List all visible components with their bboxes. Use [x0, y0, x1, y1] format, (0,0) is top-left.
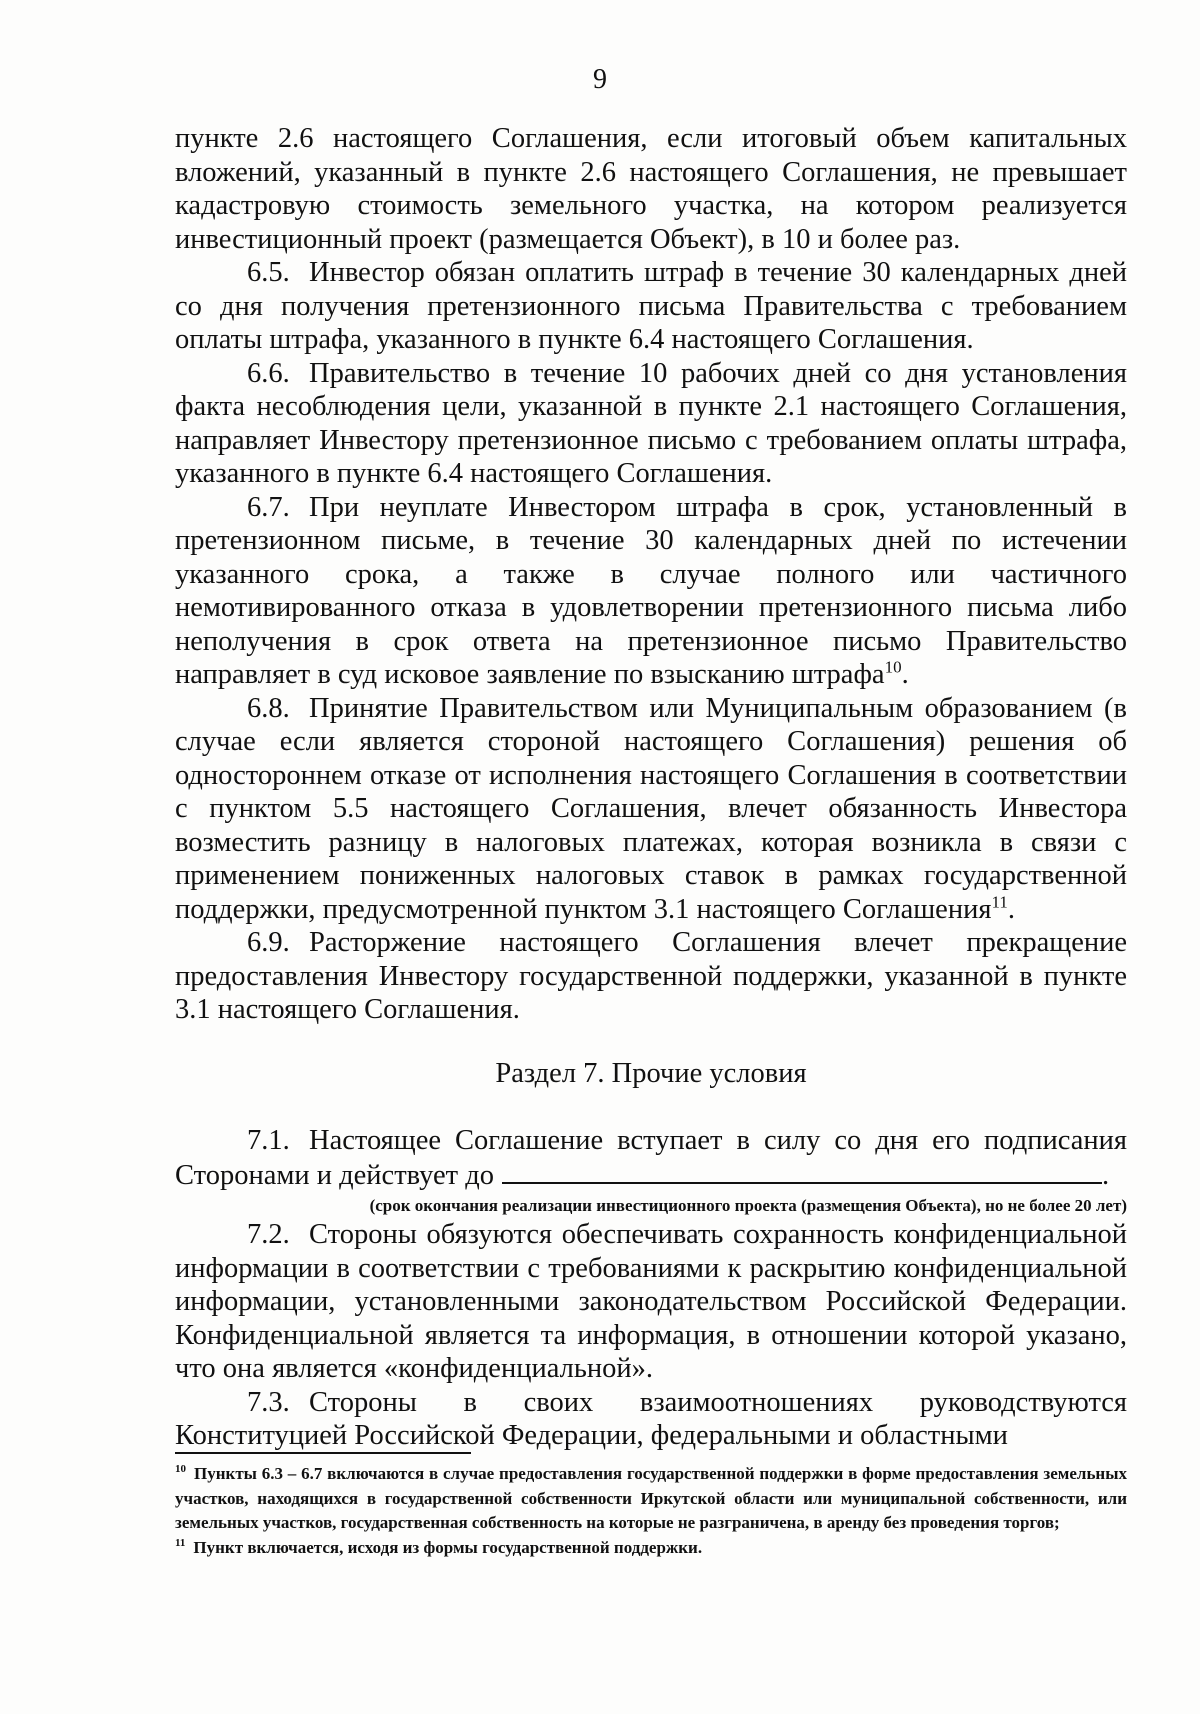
footnote-text: Пункт включается, исходя из формы государственной поддержки.: [193, 1537, 703, 1557]
paragraph-text: Настоящее Соглашение вступает в силу со дня его подписания Сторонами и действует до: [175, 1125, 1127, 1191]
paragraph-6-6: [175, 357, 1127, 491]
section-title: Раздел 7. Прочие условия: [495, 1057, 807, 1089]
paragraph-text: Принятие Правительством или Муниципальным образованием (в случае если является стороной настоящего Соглашения) решения об одностороннем отказе от исполнения настоящего Соглашения в соответствии с пунктом 5.5 настоящего Соглашения, влечет обязанность Инвестора возместить разницу в налоговых платежах, которая возникла в связи с применением пониженных налоговых ставок в рамках государственной поддержки, предусмотренной пунктом 3.1 настоящего Соглашения: [175, 692, 1127, 925]
footnote-separator: [175, 1452, 471, 1454]
footnote-mark: 11: [175, 1536, 186, 1549]
paragraph-text: пункте 2.6 настоящего Соглашения, если итоговый объем капитальных вложений, указанный в пункте 2.6 настоящего Соглашения, не превышает кадастровую стоимость земельного участка, на котором реализуется инвестиционный проект (размещается Объект), в 10 и более раз.: [175, 123, 1127, 255]
clause-number: 6.6.: [247, 357, 290, 389]
term-blank-field[interactable]: [502, 1158, 1102, 1184]
clause-number: 7.1.: [247, 1125, 290, 1156]
footnote-text: Пункты 6.3 – 6.7 включаются в случае предоставления государственной поддержки в форме предоставления земельных участков, находящихся в государственной собственности Иркутской области или муниципальной собственности, или земельных участков, государственная собственность на которые не разграничена, в аренду без проведения торгов;: [175, 1464, 1127, 1532]
blank-field-caption: (срок окончания реализации инвестиционного проекта (размещения Объекта), но не более 20 лет): [369, 1196, 1127, 1215]
paragraph-text: Инвестор обязан оплатить штраф в течение 30 календарных дней со дня получения претензионного письма Правительства с требованием оплаты штрафа, указанного в пункте 6.4 настоящего Соглашения.: [175, 257, 1127, 355]
footnote-11: [175, 1536, 1127, 1561]
paragraph-7-2: [175, 1218, 1127, 1386]
paragraph-text: Расторжение настоящего Соглашения влечет прекращение предоставления Инвестору государственной поддержки, указанной в пункте 3.1 настоящего Соглашения.: [175, 927, 1127, 1025]
paragraph-6-5: [175, 256, 1127, 357]
clause-number: 6.8.: [247, 692, 290, 724]
footnote-10: [175, 1462, 1127, 1536]
paragraph-text: Стороны обязуются обеспечивать сохранность конфиденциальной информации в соответствии с требованиями к раскрытию конфиденциальной информации, установленными законодательством Российской Федерации. Конфиденциальной является та информация, в отношении которой указано, что она является «конфиденциальной».: [175, 1219, 1127, 1384]
clause-number: 7.2.: [247, 1219, 290, 1250]
paragraph-end: .: [901, 659, 909, 690]
paragraph-end: .: [1102, 1159, 1110, 1191]
document-body: [175, 122, 1127, 1453]
paragraph-6-9: [175, 926, 1127, 1027]
paragraph-text: Стороны в своих взаимоотношениях руководствуются Конституцией Российской Федерации, федеральными и областными: [175, 1386, 1127, 1451]
footnote-ref-10[interactable]: 10: [884, 657, 902, 677]
clause-number: 6.5.: [247, 257, 290, 288]
paragraph-7-3: [175, 1386, 1127, 1453]
footnotes: [175, 1462, 1127, 1560]
paragraph-6-8: [175, 692, 1127, 927]
clause-number: 7.3.: [247, 1386, 290, 1418]
clause-number: 6.7.: [247, 491, 290, 523]
paragraph-continued: [175, 122, 1127, 256]
page-number: 9: [593, 64, 607, 95]
footnote-ref-11[interactable]: 11: [991, 892, 1008, 911]
paragraph-end: .: [1007, 893, 1015, 925]
clause-number: 6.9.: [247, 927, 290, 958]
footnote-mark: 10: [175, 1463, 186, 1476]
paragraph-6-7: [175, 491, 1127, 692]
paragraph-text: Правительство в течение 10 рабочих дней со дня установления факта несоблюдения цели, указанной в пункте 2.1 настоящего Соглашения, направляет Инвестору претензионное письмо с требованием оплаты штрафа, указанного в пункте 6.4 настоящего Соглашения.: [175, 357, 1127, 489]
paragraph-text: При неуплате Инвестором штрафа в срок, установленный в претензионном письме, в течение 30 календарных дней по истечении указанного срока, а также в случае полного или частичного немотивированного отказа в удовлетворении претензионного письма либо неполучения в срок ответа на претензионное письмо Правительство направляет в суд исковое заявление по взысканию штрафа: [175, 491, 1127, 690]
paragraph-7-1: [175, 1124, 1127, 1192]
